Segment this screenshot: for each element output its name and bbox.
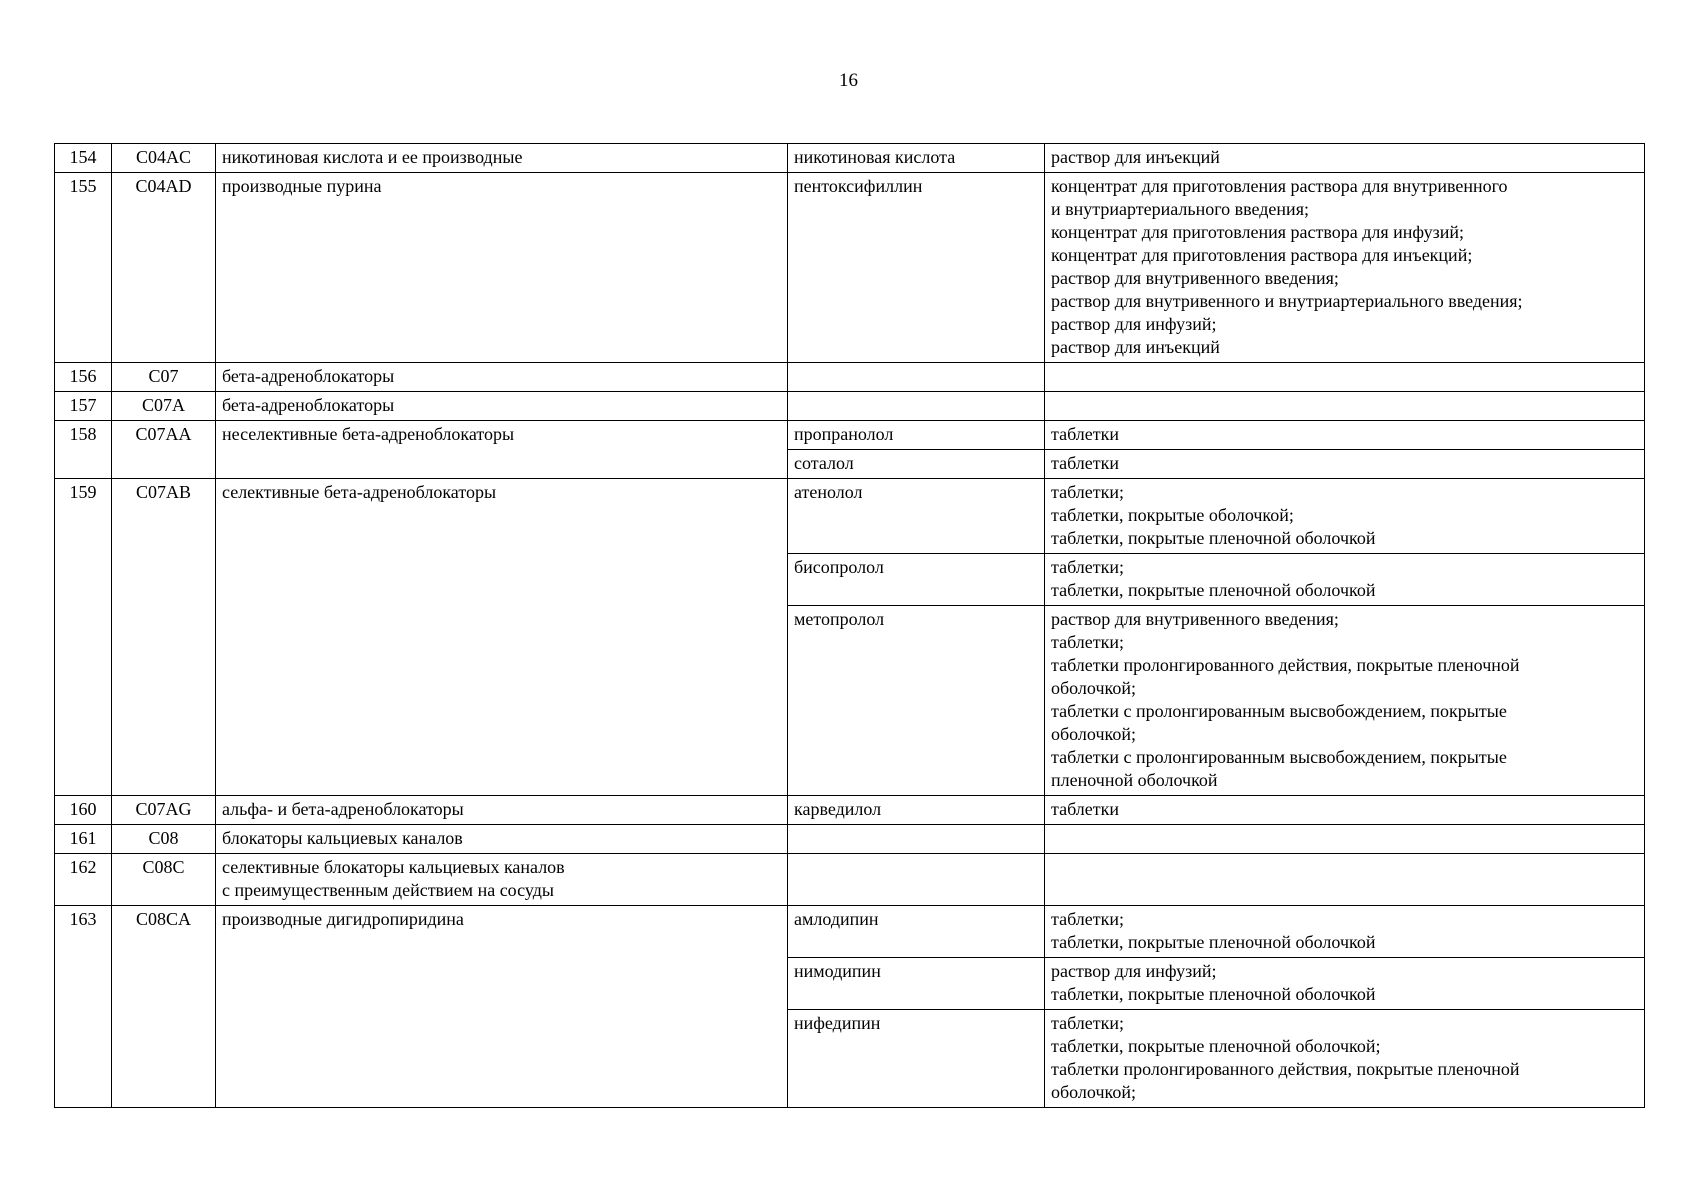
anatomical-group-cell: производные дигидропиридина (216, 906, 788, 1108)
drug-name-cell: соталол (788, 450, 1045, 479)
dosage-forms-cell (1045, 363, 1645, 392)
table-row (55, 363, 1645, 392)
drug-list-table (54, 143, 1645, 1108)
drug-name-cell (788, 825, 1045, 854)
dosage-forms-cell (1045, 825, 1645, 854)
anatomical-group-cell: альфа- и бета-адреноблокаторы (216, 796, 788, 825)
row-number-cell: 163 (55, 906, 112, 1108)
row-number-cell: 161 (55, 825, 112, 854)
dosage-forms-cell: таблетки (1045, 421, 1645, 450)
table-row (55, 906, 1645, 958)
atc-code-cell: C07A (112, 392, 216, 421)
atc-code-cell: C04AD (112, 173, 216, 363)
row-number-cell: 156 (55, 363, 112, 392)
row-number-cell: 160 (55, 796, 112, 825)
drug-name-cell: карведилол (788, 796, 1045, 825)
drug-name-cell (788, 363, 1045, 392)
drug-name-cell: пентоксифиллин (788, 173, 1045, 363)
dosage-forms-cell: раствор для инъекций (1045, 144, 1645, 173)
dosage-forms-cell: концентрат для приготовления раствора для внутривенного и внутриартериального введения; концентрат для приготовления раствора для инфузий; концентрат для приготовления раствора для инъекций; раствор для внутривенного введения; раствор для внутривенного и внутриартериального введения; раствор для инфузий; раствор для инъекций (1045, 173, 1645, 363)
table-row (55, 796, 1645, 825)
row-number-cell: 162 (55, 854, 112, 906)
dosage-forms-cell: раствор для инфузий; таблетки, покрытые пленочной оболочкой (1045, 958, 1645, 1010)
row-number-cell: 155 (55, 173, 112, 363)
atc-code-cell: C07AA (112, 421, 216, 479)
atc-code-cell: C08C (112, 854, 216, 906)
table-row (55, 421, 1645, 450)
drug-name-cell: атенолол (788, 479, 1045, 554)
table-row (55, 479, 1645, 554)
table-row (55, 825, 1645, 854)
row-number-cell: 158 (55, 421, 112, 479)
dosage-forms-cell: раствор для внутривенного введения; таблетки; таблетки пролонгированного действия, покрытые пленочной оболочкой; таблетки с пролонгированным высвобождением, покрытые оболочкой; таблетки с пролонгированным высвобождением, покрытые пленочной оболочкой (1045, 606, 1645, 796)
anatomical-group-cell: селективные бета-адреноблокаторы (216, 479, 788, 796)
table-row (55, 854, 1645, 906)
atc-code-cell: C04AC (112, 144, 216, 173)
drug-name-cell (788, 854, 1045, 906)
dosage-forms-cell: таблетки; таблетки, покрытые пленочной оболочкой (1045, 554, 1645, 606)
atc-code-cell: C07 (112, 363, 216, 392)
anatomical-group-cell: бета-адреноблокаторы (216, 392, 788, 421)
row-number-cell: 157 (55, 392, 112, 421)
anatomical-group-cell: производные пурина (216, 173, 788, 363)
drug-name-cell: никотиновая кислота (788, 144, 1045, 173)
drug-name-cell: нимодипин (788, 958, 1045, 1010)
anatomical-group-cell: блокаторы кальциевых каналов (216, 825, 788, 854)
dosage-forms-cell: таблетки (1045, 450, 1645, 479)
anatomical-group-cell: никотиновая кислота и ее производные (216, 144, 788, 173)
dosage-forms-cell: таблетки; таблетки, покрытые пленочной оболочкой (1045, 906, 1645, 958)
drug-name-cell: амлодипин (788, 906, 1045, 958)
dosage-forms-cell: таблетки; таблетки, покрытые оболочкой; таблетки, покрытые пленочной оболочкой (1045, 479, 1645, 554)
atc-code-cell: C07AB (112, 479, 216, 796)
drug-name-cell (788, 392, 1045, 421)
row-number-cell: 159 (55, 479, 112, 796)
drug-name-cell: бисопролол (788, 554, 1045, 606)
table-body (55, 144, 1645, 1108)
dosage-forms-cell (1045, 854, 1645, 906)
row-number-cell: 154 (55, 144, 112, 173)
dosage-forms-cell (1045, 392, 1645, 421)
drug-name-cell: пропранолол (788, 421, 1045, 450)
page-number: 16 (839, 70, 858, 91)
table-row (55, 392, 1645, 421)
table-row (55, 144, 1645, 173)
atc-code-cell: C07AG (112, 796, 216, 825)
dosage-forms-cell: таблетки; таблетки, покрытые пленочной оболочкой; таблетки пролонгированного действия, покрытые пленочной оболочкой; (1045, 1010, 1645, 1108)
dosage-forms-cell: таблетки (1045, 796, 1645, 825)
table-row (55, 173, 1645, 363)
anatomical-group-cell: неселективные бета-адреноблокаторы (216, 421, 788, 479)
drug-name-cell: нифедипин (788, 1010, 1045, 1108)
drug-name-cell: метопролол (788, 606, 1045, 796)
anatomical-group-cell: селективные блокаторы кальциевых каналов с преимущественным действием на сосуды (216, 854, 788, 906)
atc-code-cell: C08CA (112, 906, 216, 1108)
anatomical-group-cell: бета-адреноблокаторы (216, 363, 788, 392)
atc-code-cell: C08 (112, 825, 216, 854)
